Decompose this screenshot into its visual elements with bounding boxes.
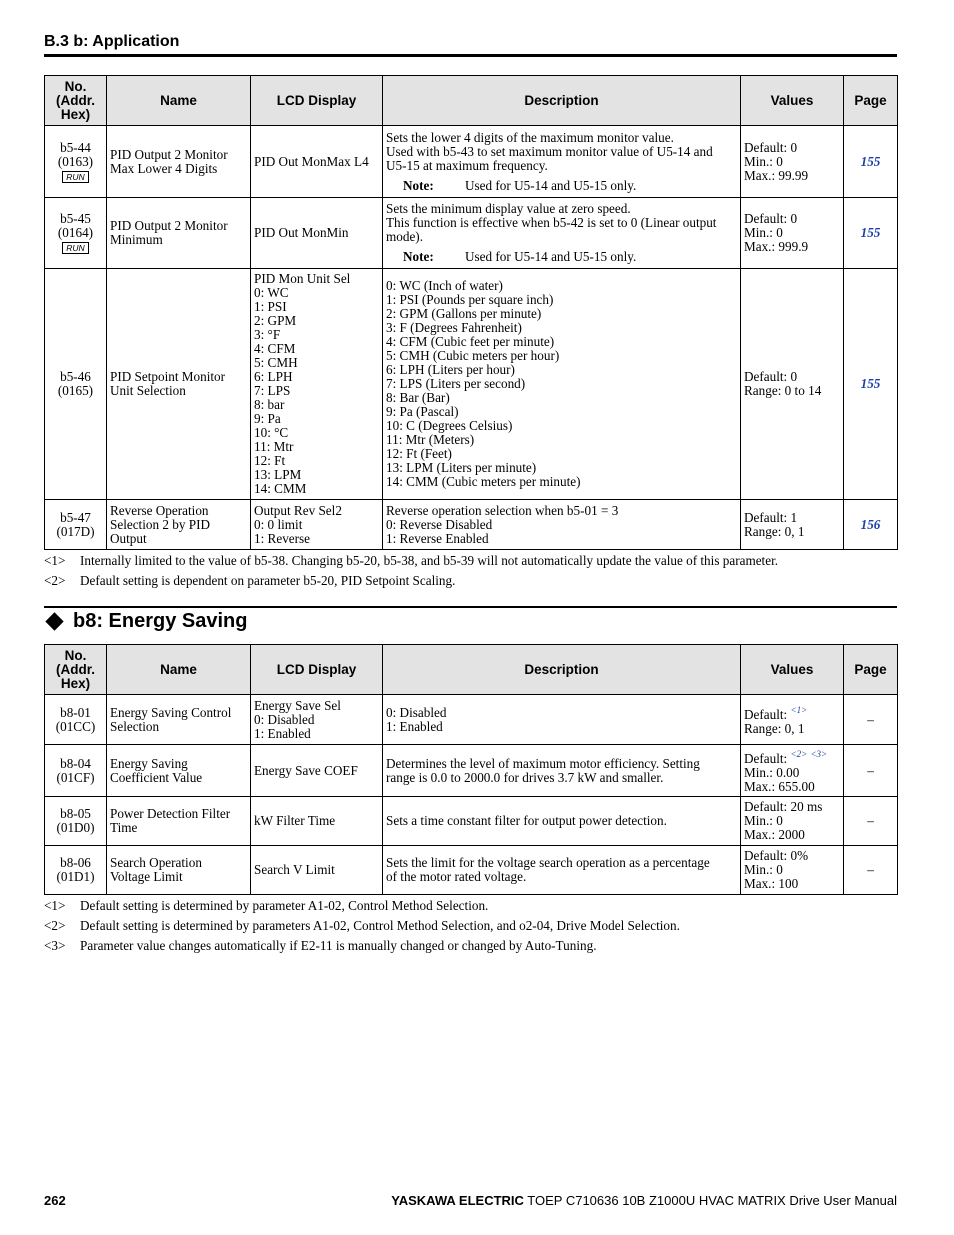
param-name: Output: [110, 530, 147, 546]
param-number-cell: [45, 797, 107, 846]
default-label: Default:: [744, 707, 788, 722]
lcd-display-text: 9: Pa: [254, 411, 281, 426]
footnote: [44, 571, 897, 591]
footer-doc-title: [391, 1193, 897, 1208]
default-label: Default: 20 ms: [744, 799, 823, 814]
lcd-display-text: 0: WC: [254, 285, 289, 300]
description-text: 10: C (Degrees Celsius): [386, 418, 513, 433]
description-text: mode).: [386, 229, 423, 244]
description-cell: [383, 745, 741, 797]
page-cell: [844, 126, 898, 198]
page-footer: [44, 1193, 897, 1208]
diamond-bullet-icon: [45, 612, 63, 630]
value-text: Min.: 0: [744, 862, 783, 877]
values-cell: [741, 846, 844, 895]
footnotes-b5: [44, 551, 897, 591]
lcd-display-text: 8: bar: [254, 397, 285, 412]
description-text: 1: PSI (Pounds per square inch): [386, 292, 554, 307]
values-cell: [741, 198, 844, 269]
param-name: Minimum: [110, 232, 163, 247]
param-number: b8-04: [60, 755, 91, 771]
lcd-display-text: PID Out MonMin: [254, 225, 349, 240]
param-address: (01D0): [56, 820, 95, 835]
value-text: Range: 0, 1: [744, 721, 805, 736]
description-text: 0: WC (Inch of water): [386, 278, 503, 293]
column-header: [107, 76, 251, 126]
param-number: b5-46: [60, 369, 91, 384]
lcd-display-text: 1: PSI: [254, 299, 287, 314]
footnote-mark: <2>: [44, 918, 66, 933]
column-header-text: Hex): [60, 106, 91, 122]
lcd-display-text: Energy Save Sel: [254, 697, 341, 713]
description-text: range is 0.0 to 2000.0 for drives 3.7 kW and smaller.: [386, 769, 664, 785]
param-name-cell: [107, 500, 251, 550]
param-address: (01D1): [56, 869, 95, 884]
param-name: Coefficient Value: [110, 769, 203, 785]
page-cell: [844, 745, 898, 797]
footnote: [44, 916, 897, 936]
param-number-cell: [45, 269, 107, 500]
page-link[interactable]: 155: [860, 376, 881, 391]
description-text: 6: LPH (Liters per hour): [386, 362, 515, 377]
lcd-display-cell: [251, 695, 383, 745]
value-text: Max.: 655.00: [744, 779, 815, 794]
column-header-text: Page: [854, 661, 887, 677]
lcd-display-cell: [251, 269, 383, 500]
value-text: Default: 0: [744, 369, 798, 384]
column-header: [741, 645, 844, 695]
param-address: (01CC): [55, 718, 96, 734]
default-value: [744, 703, 840, 722]
column-header-text: Values: [770, 92, 814, 108]
description-text: 1: Reverse Enabled: [386, 530, 489, 546]
lcd-display-text: 11: Mtr: [254, 439, 294, 454]
footnotes-b8: [44, 896, 897, 956]
param-name: Voltage Limit: [110, 869, 183, 884]
param-name-cell: [107, 745, 251, 797]
page-link[interactable]: 155: [860, 153, 881, 169]
page-cell: [844, 695, 898, 745]
description-text: 2: GPM (Gallons per minute): [386, 306, 542, 321]
values-cell: [741, 500, 844, 550]
page-link[interactable]: 155: [860, 225, 881, 240]
param-name: Energy Saving: [110, 755, 188, 771]
param-name: Search Operation: [110, 855, 202, 870]
lcd-display-text: 6: LPH: [254, 369, 293, 384]
values-cell: [741, 269, 844, 500]
param-name-cell: [107, 198, 251, 269]
param-number-cell: [45, 500, 107, 550]
note: [386, 179, 737, 193]
param-address: (017D): [56, 523, 95, 539]
lcd-display-text: kW Filter Time: [254, 813, 336, 828]
param-number: b5-44: [60, 139, 91, 155]
table-row: [45, 695, 898, 745]
values-cell: [741, 797, 844, 846]
description-text: 0: Reverse Disabled: [386, 516, 493, 532]
param-number: b8-06: [60, 855, 91, 870]
page-link[interactable]: 156: [860, 516, 881, 532]
description-text: Sets the limit for the voltage search operation as a percentage: [386, 855, 710, 870]
footnote-text: Default setting is determined by parameter A1-02, Control Method Selection.: [80, 898, 489, 913]
lcd-display-text: Energy Save COEF: [254, 762, 358, 778]
lcd-display-text: PID Mon Unit Sel: [254, 271, 351, 286]
description-text: 5: CMH (Cubic meters per hour): [386, 348, 560, 363]
section-header: B.3 b: Application: [44, 33, 180, 50]
table-row: [45, 500, 898, 550]
lcd-display-text: 12: Ft: [254, 453, 286, 468]
footnote-mark: <3>: [44, 938, 66, 953]
column-header-text: Name: [160, 661, 197, 677]
param-address: (0164): [57, 225, 94, 240]
lcd-display-text: 5: CMH: [254, 355, 298, 370]
column-header-text: LCD Display: [276, 661, 357, 677]
values-cell: [741, 695, 844, 745]
lcd-display-cell: [251, 745, 383, 797]
description-cell: [383, 126, 741, 198]
parameter-table-b8: [44, 644, 898, 895]
description-text: 3: F (Degrees Fahrenheit): [386, 320, 522, 335]
table-header-row: [45, 76, 898, 126]
table-row: [45, 846, 898, 895]
column-header-text: Name: [160, 92, 197, 108]
column-header-text: Values: [770, 661, 814, 677]
param-number: b5-47: [60, 509, 91, 525]
page-cell: [844, 198, 898, 269]
column-header-text: No.: [64, 647, 87, 663]
column-header: [107, 645, 251, 695]
lcd-display-text: 13: LPM: [254, 467, 302, 482]
param-name-cell: [107, 797, 251, 846]
description-text: Used with b5-43 to set maximum monitor value of U5-14 and: [386, 143, 713, 159]
column-header: [45, 645, 107, 695]
column-header-text: (Addr.: [56, 92, 95, 108]
lcd-display-text: Search V Limit: [254, 862, 335, 877]
value-text: Max.: 999.9: [744, 239, 809, 254]
param-name: Time: [110, 820, 138, 835]
param-number-cell: [45, 846, 107, 895]
column-header: [251, 645, 383, 695]
param-name-cell: [107, 269, 251, 500]
column-header: [844, 645, 898, 695]
lcd-display-text: Output Rev Sel2: [254, 502, 342, 518]
value-text: Min.: 0: [744, 153, 783, 169]
param-name: PID Setpoint Monitor: [110, 369, 226, 384]
lcd-display-text: 3: °F: [254, 327, 281, 342]
lcd-display-cell: [251, 126, 383, 198]
footnote-text: Default setting is determined by parameters A1-02, Control Method Selection, and o2-04, Drive Model Selection.: [80, 918, 680, 933]
lcd-display-text: 0: 0 limit: [254, 516, 303, 532]
value-text: Default: 1: [744, 509, 798, 525]
lcd-display-text: 4: CFM: [254, 341, 296, 356]
note-text: Used for U5-14 and U5-15 only.: [465, 177, 637, 193]
description-text: 0: Disabled: [386, 704, 447, 720]
lcd-display-text: 7: LPS: [254, 383, 291, 398]
column-header-text: LCD Display: [276, 92, 357, 108]
values-cell: [741, 745, 844, 797]
param-name: Power Detection Filter: [110, 806, 231, 821]
param-name: PID Output 2 Monitor: [110, 218, 228, 233]
footnote-text: Parameter value changes automatically if E2-11 is manually changed or changed by Auto-Tuning.: [80, 938, 597, 953]
description-text: 8: Bar (Bar): [386, 390, 450, 405]
run-icon: RUN: [62, 242, 88, 254]
value-text: Max.: 2000: [744, 827, 805, 842]
page-cell: [844, 846, 898, 895]
footnote-text: Default setting is dependent on parameter b5-20, PID Setpoint Scaling.: [80, 573, 456, 588]
page-cell: [844, 269, 898, 500]
note-label: Note:: [403, 177, 434, 193]
description-cell: [383, 500, 741, 550]
description-cell: [383, 269, 741, 500]
section-rule: [44, 54, 897, 57]
description-text: Sets a time constant filter for output power detection.: [386, 813, 667, 828]
lcd-display-text: PID Out MonMax L4: [254, 153, 369, 169]
param-address: (0163): [57, 153, 94, 169]
lcd-display-cell: [251, 797, 383, 846]
column-header: [741, 76, 844, 126]
param-name-cell: [107, 695, 251, 745]
value-text: Min.: 0.00: [744, 765, 800, 780]
param-address: (0165): [57, 383, 94, 398]
column-header-text: Description: [524, 92, 599, 108]
column-header: [383, 645, 741, 695]
column-header-text: Hex): [60, 675, 91, 691]
default-label: Default:: [744, 751, 788, 766]
column-header-text: Description: [524, 661, 599, 677]
description-cell: [383, 846, 741, 895]
lcd-display-text: 1: Enabled: [254, 725, 311, 741]
lcd-display-cell: [251, 198, 383, 269]
column-header-text: Page: [854, 92, 887, 108]
footnote-ref-link[interactable]: <3>: [810, 749, 828, 759]
note-label: Note:: [403, 249, 434, 264]
value-text: Range: 0 to 14: [744, 383, 822, 398]
page-value: –: [867, 711, 874, 727]
param-name: Selection: [110, 718, 160, 734]
note-text: Used for U5-14 and U5-15 only.: [465, 249, 637, 264]
value-text: Default: 0: [744, 139, 798, 155]
default-value: [744, 849, 840, 863]
lcd-display-cell: [251, 500, 383, 550]
page-value: –: [867, 762, 874, 778]
value-text: Min.: 0: [744, 813, 783, 828]
param-name: Energy Saving Control: [110, 704, 232, 720]
footnote-mark: <1>: [44, 898, 66, 913]
param-number: b5-45: [60, 211, 91, 226]
description-cell: [383, 695, 741, 745]
param-name-cell: [107, 126, 251, 198]
page-cell: [844, 797, 898, 846]
description-text: Sets the lower 4 digits of the maximum monitor value.: [386, 129, 674, 145]
default-value: [744, 747, 840, 766]
table-row: [45, 745, 898, 797]
footnote-text: Internally limited to the value of b5-38. Changing b5-20, b5-38, and b5-39 will not automatically update the value of this parameter.: [80, 553, 779, 568]
lcd-display-text: 1: Reverse: [254, 530, 311, 546]
page-value: –: [867, 813, 874, 828]
lcd-display-text: 14: CMM: [254, 481, 307, 496]
param-name: Reverse Operation: [110, 502, 209, 518]
description-text: 12: Ft (Feet): [386, 446, 452, 461]
param-number: b8-05: [60, 806, 91, 821]
column-header: [45, 76, 107, 126]
column-header: [383, 76, 741, 126]
parameter-table-b5: [44, 75, 898, 550]
description-text: U5-15 at maximum frequency.: [386, 157, 548, 173]
footnote: [44, 896, 897, 916]
description-text: Reverse operation selection when b5-01 = 3: [386, 502, 619, 518]
param-number-cell: [45, 695, 107, 745]
lcd-display-text: 0: Disabled: [254, 711, 315, 727]
description-text: 14: CMM (Cubic meters per minute): [386, 474, 581, 489]
lcd-display-text: 10: °C: [254, 425, 289, 440]
footnote-ref-link[interactable]: <2>: [790, 749, 808, 759]
value-text: Default: 0: [744, 211, 798, 226]
table-row: [45, 797, 898, 846]
value-text: Max.: 100: [744, 876, 799, 891]
table-row: [45, 126, 898, 198]
description-text: 4: CFM (Cubic feet per minute): [386, 334, 555, 349]
subsection-heading: [44, 610, 248, 633]
description-text: 7: LPS (Liters per second): [386, 376, 526, 391]
values-cell: [741, 126, 844, 198]
table-header-row: [45, 645, 898, 695]
param-number: b8-01: [60, 704, 91, 720]
value-text: Min.: 0: [744, 225, 783, 240]
description-text: 1: Enabled: [386, 718, 443, 734]
value-text: Range: 0, 1: [744, 523, 805, 539]
table-row: [45, 198, 898, 269]
param-number-cell: [45, 745, 107, 797]
footer-brand: YASKAWA ELECTRIC: [391, 1193, 524, 1208]
column-header: [251, 76, 383, 126]
param-name: PID Output 2 Monitor: [110, 146, 228, 162]
description-cell: [383, 198, 741, 269]
description-text: 13: LPM (Liters per minute): [386, 460, 537, 475]
page-cell: [844, 500, 898, 550]
description-text: This function is effective when b5-42 is set to 0 (Linear output: [386, 215, 717, 230]
description-text: 11: Mtr (Meters): [386, 432, 475, 447]
description-cell: [383, 797, 741, 846]
page-value: –: [867, 862, 874, 877]
footnote: [44, 551, 897, 571]
footnote: [44, 936, 897, 956]
param-number-cell: [45, 126, 107, 198]
param-name-cell: [107, 846, 251, 895]
value-text: Max.: 99.99: [744, 167, 809, 183]
footer-doc: TOEP C710636 10B Z1000U HVAC MATRIX Drive User Manual: [523, 1193, 897, 1208]
column-header: [844, 76, 898, 126]
param-number-cell: [45, 198, 107, 269]
table-row: [45, 269, 898, 500]
column-header-text: No.: [64, 78, 87, 94]
default-value: [744, 800, 840, 814]
subsection-title: b8: Energy Saving: [73, 610, 248, 632]
description-text: Sets the minimum display value at zero speed.: [386, 201, 631, 216]
param-name: Max Lower 4 Digits: [110, 160, 218, 176]
description-text: of the motor rated voltage.: [386, 869, 527, 884]
description-text: Determines the level of maximum motor efficiency. Setting: [386, 755, 700, 771]
run-icon: RUN: [62, 171, 88, 183]
lcd-display-text: 2: GPM: [254, 313, 297, 328]
param-address: (01CF): [56, 769, 95, 785]
footnote-mark: <2>: [44, 573, 66, 588]
footnote-mark: <1>: [44, 553, 66, 568]
note: [386, 250, 737, 264]
default-label: Default: 0%: [744, 848, 809, 863]
column-header-text: (Addr.: [56, 661, 95, 677]
param-name: Selection 2 by PID: [110, 516, 210, 532]
param-name: Unit Selection: [110, 383, 186, 398]
lcd-display-cell: [251, 846, 383, 895]
subsection-rule: [44, 606, 897, 608]
description-text: 9: Pa (Pascal): [386, 404, 459, 419]
page-number: 262: [44, 1193, 66, 1208]
footnote-ref-link[interactable]: <1>: [790, 705, 808, 715]
